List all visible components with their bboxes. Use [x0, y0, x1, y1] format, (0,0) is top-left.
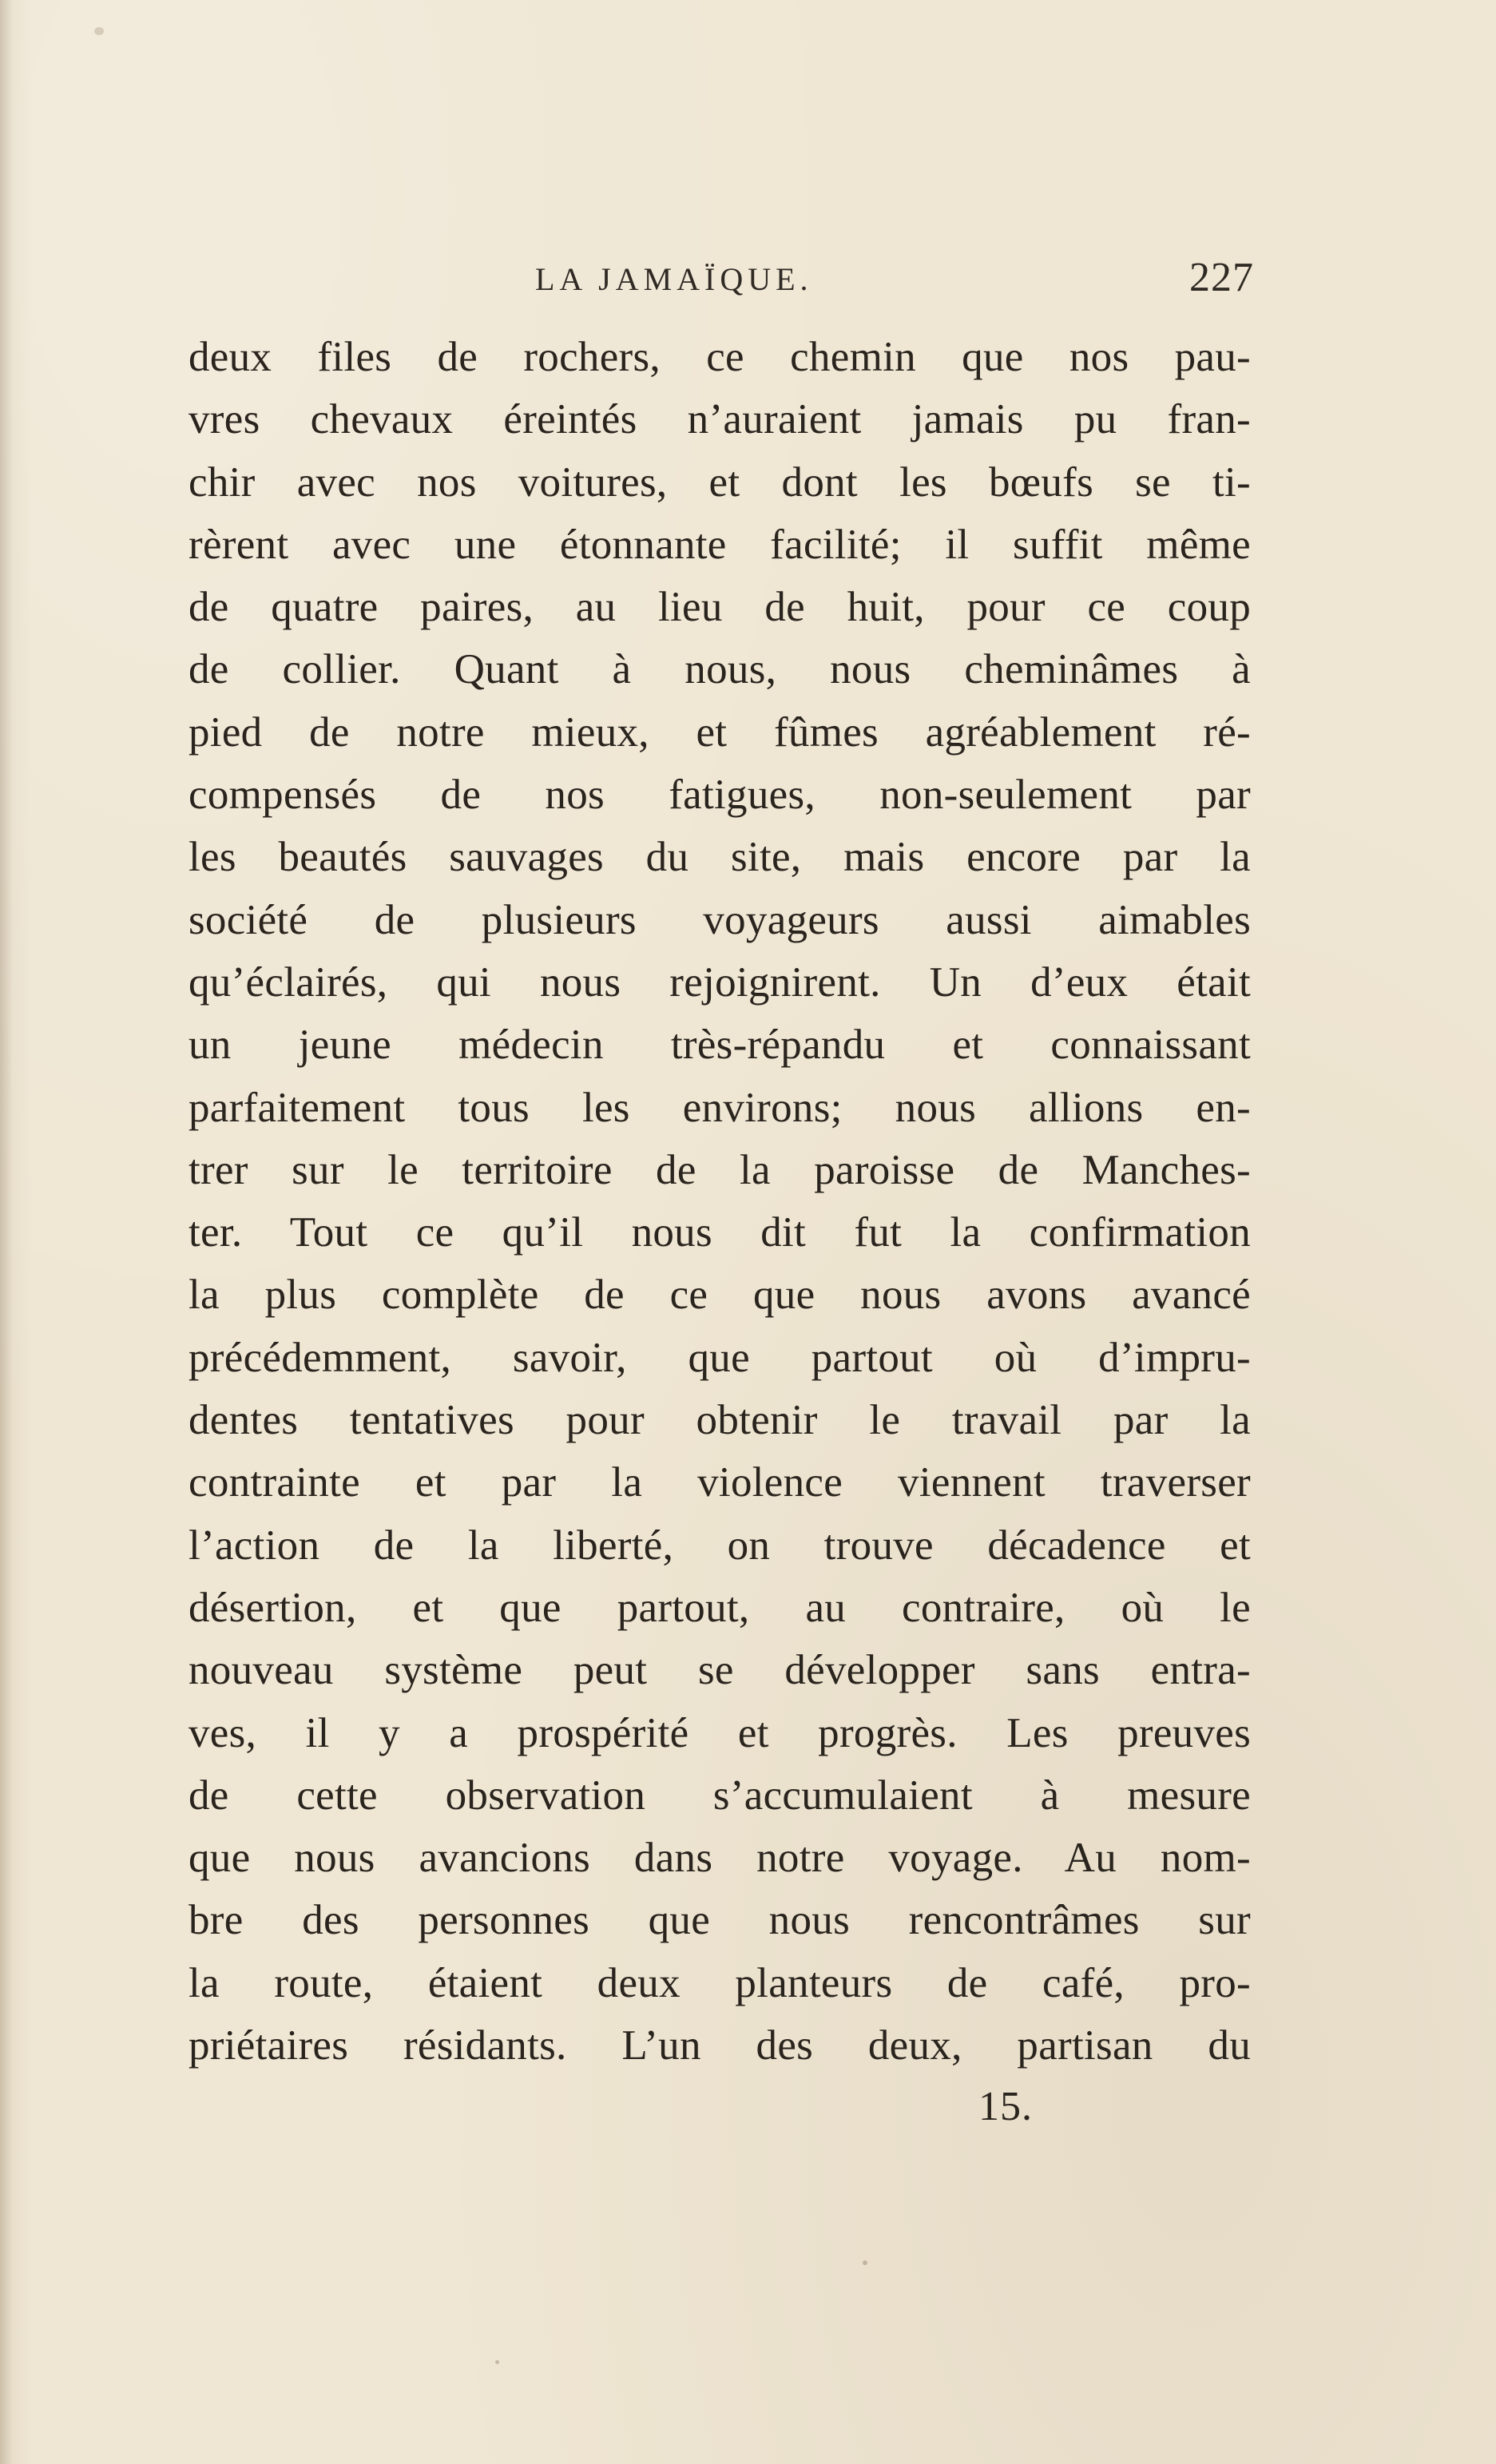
page-edge-shadow — [0, 0, 13, 2464]
text-line: qu’éclairés, qui nous rejoignirent. Un d’eux était — [188, 958, 1251, 1006]
text-line: deux files de rochers, ce chemin que nos pau- — [188, 334, 1251, 380]
text-line: un jeune médecin très-répandu et connaissant — [188, 1022, 1251, 1069]
text-line: nouveau système peut se développer sans entra- — [188, 1647, 1251, 1694]
text-line: parfaitement tous les environs; nous allions en- — [188, 1084, 1251, 1131]
text-line: que nous avancions dans notre voyage. Au nom- — [188, 1835, 1251, 1882]
text-line: ves, il y a prospérité et progrès. Les preuves — [188, 1709, 1251, 1756]
text-line: dentes tentatives pour obtenir le travail par la — [188, 1397, 1251, 1444]
text-line: ter. Tout ce qu’il nous dit fut la confirmation — [188, 1209, 1251, 1256]
paper-speck — [495, 2360, 499, 2364]
paper-speck — [863, 2260, 867, 2265]
text-line: les beautés sauvages du site, mais encore par la — [188, 834, 1251, 881]
text-line: de collier. Quant à nous, nous cheminâmes à — [188, 646, 1251, 693]
text-line: société de plusieurs voyageurs aussi aimables — [188, 896, 1251, 943]
page-number: 227 — [1189, 255, 1254, 300]
text-line: de cette observation s’accumulaient à mesure — [188, 1772, 1251, 1819]
text-line: priétaires résidants. L’un des deux, partisan du — [188, 2022, 1251, 2069]
text-line: trer sur le territoire de la paroisse de Manches- — [188, 1146, 1251, 1193]
text-line: la plus complète de ce que nous avons avancé — [188, 1272, 1251, 1319]
text-line: rèrent avec une étonnante facilité; il suffit même — [188, 521, 1251, 568]
text-line: l’action de la liberté, on trouve décadence et — [188, 1522, 1251, 1569]
body-text — [188, 326, 1251, 2077]
text-line: pied de notre mieux, et fûmes agréablement ré- — [188, 708, 1251, 756]
page-header — [535, 255, 1254, 308]
text-line: désertion, et que partout, au contraire, où le — [188, 1584, 1251, 1631]
text-line: contrainte et par la violence viennent traverser — [188, 1459, 1251, 1506]
text-line: vres chevaux éreintés n’auraient jamais pu fran- — [188, 396, 1251, 443]
text-line: bre des personnes que nous rencontrâmes sur — [188, 1897, 1251, 1944]
text-line: la route, étaient deux planteurs de café, pro- — [188, 1959, 1251, 2006]
running-head: LA JAMAÏQUE. — [535, 261, 813, 297]
signature-mark: 15. — [978, 2084, 1033, 2129]
text-line: précédemment, savoir, que partout où d’impru- — [188, 1334, 1251, 1381]
text-line: chir avec nos voitures, et dont les bœufs se ti- — [188, 458, 1251, 506]
text-line: de quatre paires, au lieu de huit, pour ce coup — [188, 584, 1251, 631]
paper-speck — [94, 27, 104, 35]
text-line: compensés de nos fatigues, non-seulement par — [188, 772, 1251, 819]
